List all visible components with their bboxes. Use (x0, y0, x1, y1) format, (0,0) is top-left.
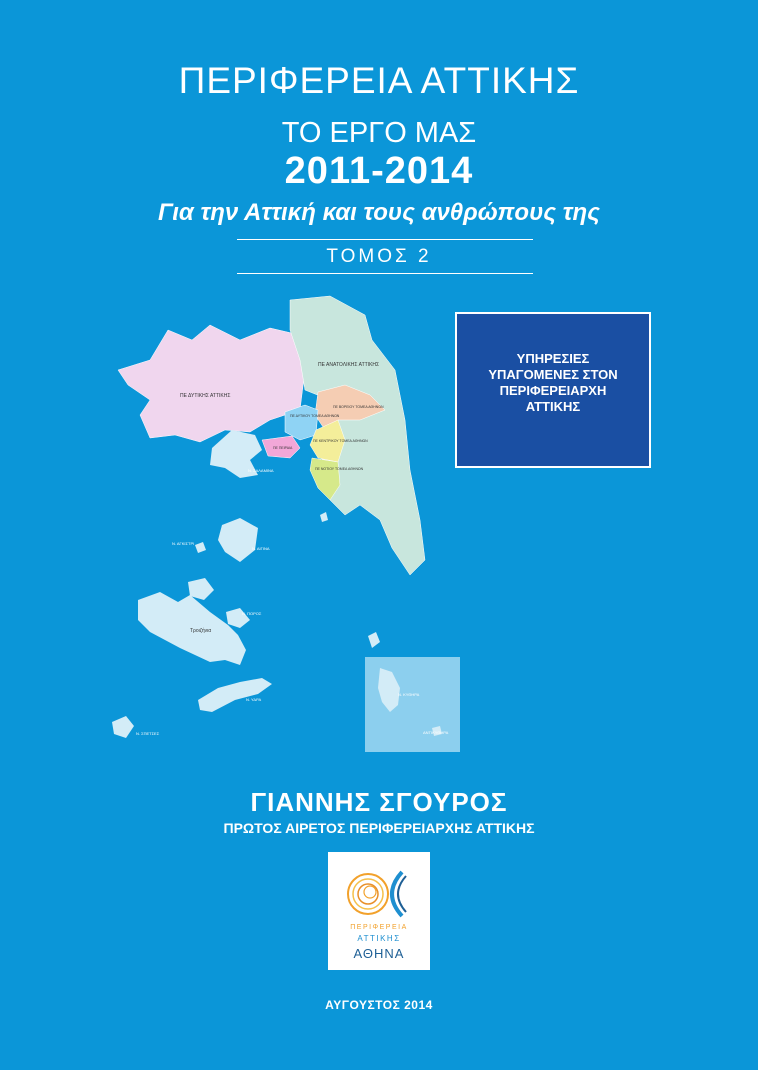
logo-line-3: ΑΘΗΝΑ (353, 946, 405, 961)
volume-label: ΤΟΜΟΣ 2 (326, 246, 432, 267)
aigina-island (218, 518, 258, 562)
label-west-athens: ΠΕ ΔΥΤΙΚΟΥ ΤΟΜΕΑ ΑΘΗΝΩΝ (290, 414, 340, 418)
label-poros: Ν. ΠΟΡΟΣ (242, 611, 262, 616)
west-attica-region (118, 325, 305, 442)
logo-line-2: ΑΤΤΙΚΗΣ (357, 934, 401, 943)
divider-top (237, 239, 533, 240)
label-piraeus: ΠΕ ΠΕΙΡΑΙΑ (273, 446, 293, 450)
label-east-attica: ΠΕ ΑΝΑΤΟΛΙΚΗΣ ΑΤΤΙΚΗΣ (318, 362, 380, 368)
services-box (455, 312, 651, 468)
label-north-athens: ΠΕ ΒΟΡΕΙΟΥ ΤΟΜΕΑ ΑΘΗΝΩΝ (333, 405, 384, 409)
region-title: ΠΕΡΙΦΕΡΕΙΑ ΑΤΤΙΚΗΣ (178, 60, 580, 101)
subtitle: Για την Αττική και τους ανθρώπους της (158, 199, 600, 226)
attica-map (0, 290, 480, 760)
islet-1 (368, 632, 380, 648)
label-agkistri: Ν. ΑΓΚΙΣΤΡΙ (172, 541, 195, 546)
kythira-inset (365, 657, 460, 752)
publication-date: ΑΥΓΟΥΣΤΟΣ 2014 (325, 998, 433, 1012)
label-south-athens: ΠΕ ΝΟΤΙΟΥ ΤΟΜΕΑ ΑΘΗΝΩΝ (315, 467, 364, 471)
divider-bottom (237, 273, 533, 274)
years-title: 2011-2014 (284, 150, 474, 192)
west-athens-region (285, 405, 318, 440)
islet-2 (320, 512, 328, 522)
label-ydra: Ν. ΥΔΡΑ (246, 697, 262, 702)
label-antikythira: ΑΝΤΙΚΥΘΗΡΑ (423, 730, 449, 735)
label-west-attica: ΠΕ ΔΥΤΙΚΗΣ ΑΤΤΙΚΗΣ (180, 393, 231, 399)
author-role: ΠΡΩΤΟΣ ΑΙΡΕΤΟΣ ΠΕΡΙΦΕΡΕΙΑΡΧΗΣ ΑΤΤΙΚΗΣ (223, 820, 535, 836)
logo-emblem-icon (330, 856, 428, 926)
ydra-island (198, 678, 272, 712)
label-salamina: Ν. ΣΑΛΑΜΙΝΑ (248, 468, 274, 473)
services-text: ΥΠΗΡΕΣΙΕΣ ΥΠΑΓΟΜΕΝΕΣ ΣΤΟΝ ΠΕΡΙΦΕΡΕΙΑΡΧΗ ΑΤΤΙΚΗΣ (488, 351, 618, 414)
label-kythira: Ν. ΚΥΘΗΡΑ (398, 692, 420, 697)
label-aigina: Ν. ΑΙΓΙΝΑ (252, 546, 270, 551)
region-logo (328, 852, 430, 970)
label-spetses: Ν. ΣΠΕΤΣΕΣ (136, 731, 160, 736)
agkistri-island (195, 542, 206, 553)
spetses-island (112, 716, 134, 738)
logo-line-1: ΠΕΡΙΦΕΡΕΙΑ (350, 924, 408, 931)
label-troizinia: Τροιζήνια (190, 628, 212, 634)
label-central-athens: ΠΕ ΚΕΝΤΡΙΚΟΥ ΤΟΜΕΑ ΑΘΗΝΩΝ (313, 439, 368, 443)
work-title: ΤΟ ΕΡΓΟ ΜΑΣ (281, 117, 477, 149)
author-name: ΓΙΑΝΝΗΣ ΣΓΟΥΡΟΣ (250, 787, 508, 817)
